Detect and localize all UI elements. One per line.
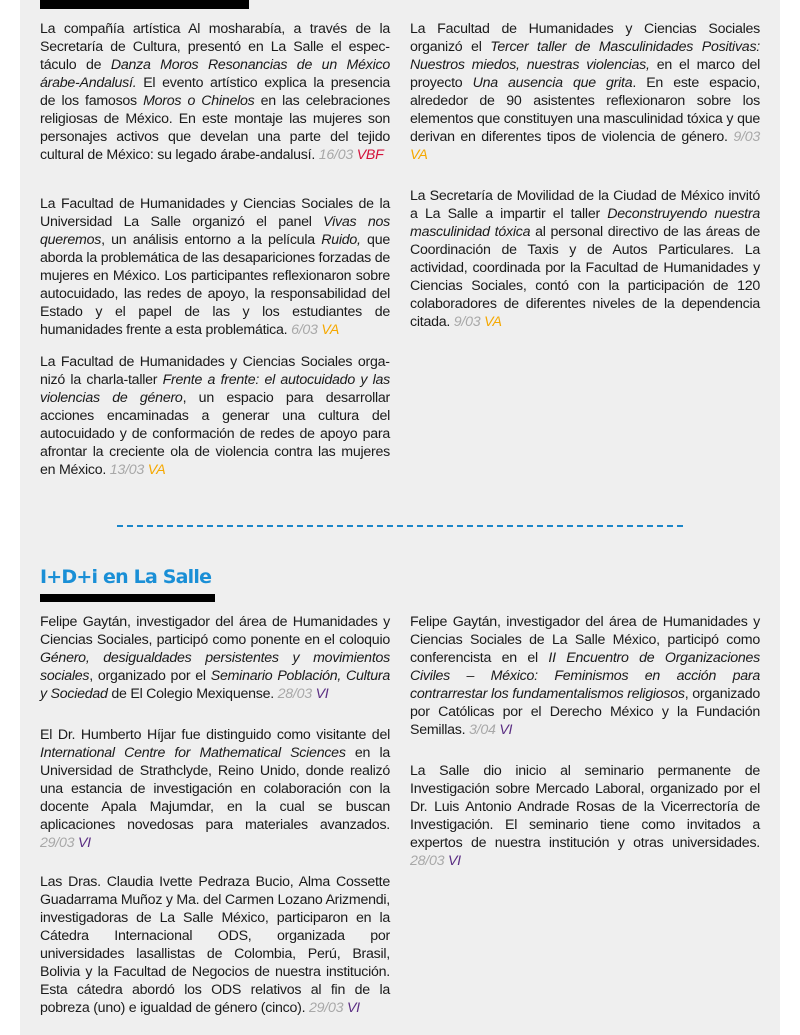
news-item (40, 353, 390, 479)
body-text: Felipe Gaytán, investigador del área de Humanidades y Ciencias Sociales, participó como ponente en el coloquio (40, 614, 390, 648)
section-underline-bar (40, 0, 249, 9)
body-text: Las Dras. Claudia Ivette Pedraza Bucio, Alma Cossette Guadarrama Muñoz y Ma. del Carmen Lozano Arizmendi, investigadoras de La Salle México, participaron en la Cátedra Internacional ODS, organizada por universidades lasallistas de Colombia, Perú, Brasil, Bolivia y la Facultad de Negocios de nuestra institución. Esta cátedra abordó los ODS relativos al fin de la pobreza (uno) e igualdad de género (cinco). (40, 874, 390, 1016)
section-divider (117, 525, 683, 527)
author-tag: VA (410, 147, 428, 163)
author-tag: VI (499, 722, 513, 738)
italic-title: Frente a frente: el autocuidado y las violencias de género (40, 372, 390, 406)
item-date: 29/03 (40, 835, 75, 851)
italic-title: Moros o Chinelos (143, 93, 255, 109)
news-item (410, 613, 760, 739)
item-date: 9/03 (733, 129, 760, 145)
body-text: La Facultad de Humanidades y Ciencias Sociales organizó la charla-taller (40, 354, 390, 388)
item-date: 16/03 (318, 147, 353, 163)
news-item (40, 726, 390, 852)
author-tag: VI (346, 1000, 360, 1016)
body-text: La compañía artística Al mosharabía, a través de la Secretaría de Cultura, presentó en La Salle el espectáculo de (40, 21, 390, 73)
body-text: , organizado por Católicas por el Derecho México y la Fundación Semillas. (410, 686, 760, 738)
author-tag: VBF (356, 147, 384, 163)
author-tag: VA (484, 314, 502, 330)
body-text: El evento artístico explica la presencia de los famosos (40, 75, 390, 109)
italic-title: Danza Moros Resonancias de un México árabe-Andalusí. (40, 57, 390, 91)
news-item (40, 613, 390, 703)
author-tag: VI (447, 853, 461, 869)
body-text: , un análisis entorno a la película (101, 232, 322, 248)
body-text: . En este espacio, alrededor de 90 asistentes reflexionaron sobre los elementos que constituyen una masculinidad tóxica y que derivan en diferentes tipos de violencia de género. (410, 75, 761, 145)
author-tag: VA (147, 462, 166, 478)
italic-title: Deconstruyendo nuestra masculinidad tóxica (410, 206, 760, 240)
item-date: 29/03 (309, 1000, 344, 1016)
italic-title: Ruido, (321, 232, 361, 248)
item-date: 6/03 (291, 322, 318, 338)
item-date: 9/03 (453, 314, 481, 330)
body-text: La Facultad de Humanidades y Ciencias Sociales de la Universidad La Salle organizó el panel (40, 196, 390, 230)
body-text: al personal directivo de las áreas de Coordinación de Taxis y de Autos Particulares. La actividad, coordinada por la Facultad de Humanidades y Ciencias Sociales, contó con la participación de 120 colaboradores de diferentes niveles de la dependencia citada. (410, 224, 760, 330)
body-text: en las celebraciones religiosas de México. En este montaje las mujeres son personajes activos que develan una parte del tejido cultural de México: su legado árabe-andalusí. (40, 93, 390, 163)
body-text: en la Universidad de Strathclyde, Reino Unido, donde realizó una estancia de investigación en colaboración con la docente Apala Majumdar, en la cual se buscan aplicaciones novedosas para materiales avanzados. (40, 745, 390, 833)
body-text: de El Colegio Mexiquense. (107, 686, 278, 702)
news-item (40, 195, 390, 339)
item-date: 28/03 (277, 686, 312, 702)
author-tag: VA (321, 322, 340, 338)
news-item (410, 187, 760, 331)
italic-title: Vivas nos queremos (40, 214, 390, 248)
body-text: , un espacio para desarrollar acciones encaminadas a generar una cultura del autocuidado y de conformación de redes de apoyo para afrontar la creciente ola de violencia contra las mujeres en México. (40, 390, 391, 478)
news-item (40, 873, 390, 1017)
body-text: en el marco del proyecto (410, 57, 760, 91)
body-text: La Secretaría de Movilidad de la Ciudad de México invitó a La Salle a impartir el taller (410, 188, 760, 222)
body-text: que aborda la problemática de las desapariciones forzadas de mujeres en México. Los participantes reflexionaron sobre autocuidado, las redes de apoyo, la responsabilidad del Estado y el papel de las y los estudiantes de humanidades frente a esta problemática. (40, 232, 390, 338)
body-text: Felipe Gaytán, investigador del área de Humanidades y Ciencias Sociales de La Salle México, participó como conferencista en el (410, 614, 760, 666)
italic-title: Una ausencia que grita (472, 75, 633, 91)
item-date: 28/03 (410, 853, 445, 869)
body-text: La Facultad de Humanidades y Ciencias Sociales organizó el (410, 21, 760, 55)
italic-title: II Encuentro de Organizaciones Civiles – México: Feminismos en acción para contrarrestar los fundamentalismos religiosos (410, 650, 760, 702)
body-text: La Salle dio inicio al seminario permanente de Investigación sobre Mercado Laboral, organizado por el Dr. Luis Antonio Andrade Rosas de la Vicerrectoría de Investigación. El seminario tiene como invitados a expertos de nuestra institución y otras universidades. (410, 763, 760, 851)
author-tag: VI (315, 686, 329, 702)
section-title: I+D+i en La Salle (40, 566, 212, 588)
news-item (410, 762, 760, 870)
news-item (40, 20, 390, 164)
news-item (410, 20, 760, 164)
author-tag: VI (77, 835, 91, 851)
body-text: , organizado por el (89, 668, 211, 684)
italic-title: Tercer taller de Masculinidades Positivas: Nuestros miedos, nuestras violencias, (410, 39, 760, 73)
item-date: 3/04 (469, 722, 496, 738)
italic-title: Seminario Población, Cultura y Sociedad (40, 668, 390, 702)
italic-title: International Centre for Mathematical Sciences (40, 745, 346, 761)
body-text: El Dr. Humberto Híjar fue distinguido como visitante del (40, 727, 390, 743)
italic-title: Género, desigualdades persistentes y movimientos sociales (40, 650, 390, 684)
section-underline-bar (40, 594, 215, 602)
item-date: 13/03 (109, 462, 145, 478)
